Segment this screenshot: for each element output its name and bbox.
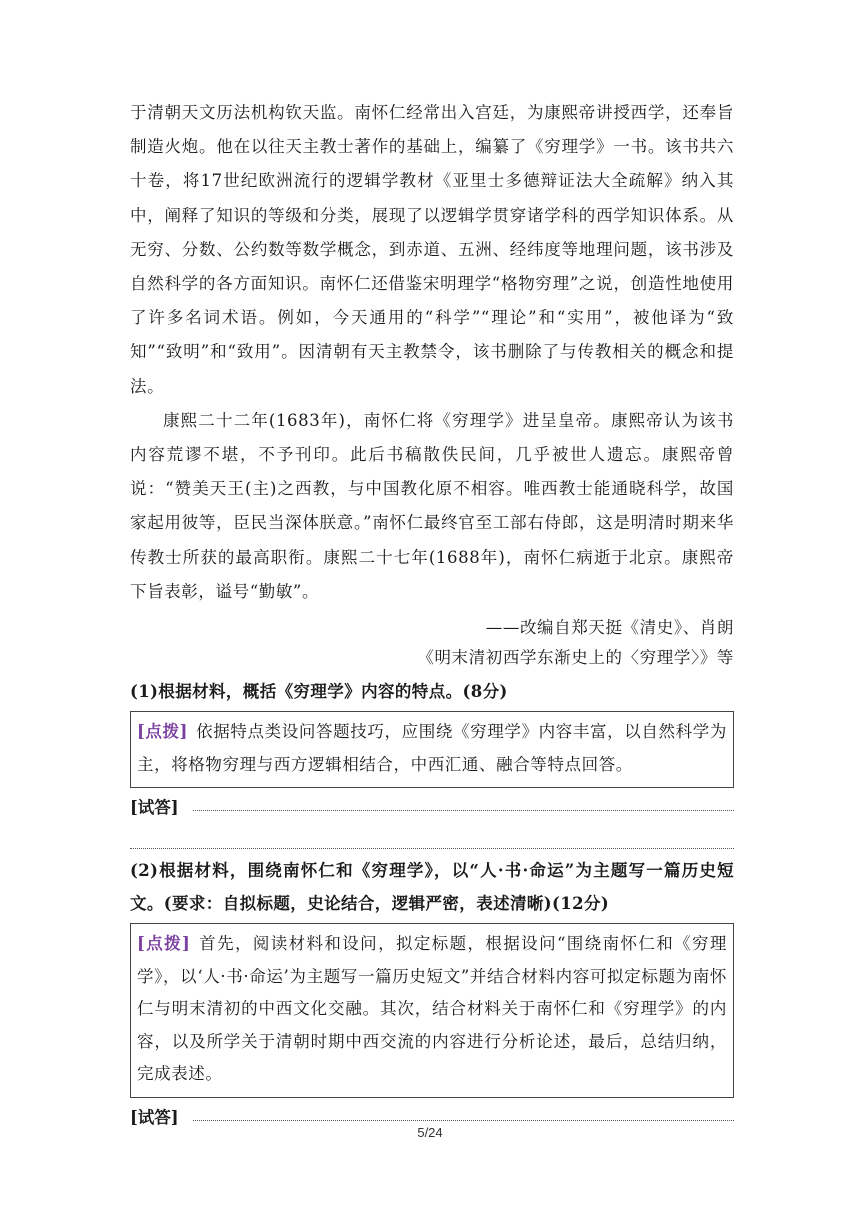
hint-tag: [点拨]: [137, 722, 189, 742]
answer-label: [试答]: [130, 1107, 179, 1127]
material-paragraph-2: 康熙二十二年(1683年)，南怀仁将《穷理学》进呈皇帝。康熙帝认为该书内容荒谬不堪，不予刊印。此后书稿散佚民间，几乎被世人遗忘。康熙帝曾说：“赞美天王(主)之西教，与中国教化原不相容。唯西教士能通晓科学，故国家起用彼等，臣民当深体朕意。”南怀仁最终官至工部右侍郎，这是明清时期来华传教士所获的最高职衔。康熙二十七年(1688年)，南怀仁病逝于北京。康熙帝下旨表彰，谥号“勤敏”。: [130, 410, 734, 601]
answer-extra-line-container: [130, 818, 734, 854]
document-page: [130, 96, 734, 1128]
hint-text: 依据特点类设问答题技巧，应围绕《穷理学》内容丰富，以自然科学为主，将格物穷理与西方逻辑相结合，中西汇通、融合等特点回答。: [137, 722, 727, 774]
answer-line[interactable]: [130, 848, 734, 849]
hint-text: 首先，阅读材料和设问，拟定标题，根据设问“围绕南怀仁和《穷理学》，以‘人·书·命运’为主题写一篇历史短文”并结合材料内容可拟定标题为南怀仁与明末清初的中西文化交融。其次，结合材料关于南怀仁和《穷理学》的内容，以及所学关于清朝时期中西交流的内容进行分析论述，最后，总结归纳，完成表述。: [137, 934, 728, 1084]
answer-row-2: [130, 1098, 734, 1128]
question-1: (1)根据材料，概括《穷理学》内容的特点。(8分): [130, 682, 508, 702]
answer-line[interactable]: [193, 1120, 734, 1121]
material-paragraph-1: 于清朝天文历法机构钦天监。南怀仁经常出入宫廷，为康熙帝讲授西学，还奉旨制造火炮。他在以往天主教士著作的基础上，编纂了《穷理学》一书。该书共六十卷，将17世纪欧洲流行的逻辑学教材《亚里士多德辩证法大全疏解》纳入其中，阐释了知识的等级和分类，展现了以逻辑学贯穿诸学科的西学知识体系。从无穷、分数、公约数等数学概念，到赤道、五洲、经纬度等地理问题，该书涉及自然科学的各方面知识。南怀仁还借鉴宋明理学“格物穷理”之说，创造性地使用了许多名词术语。例如，今天通用的“科学”“理论”和“实用”，被他译为“致知”“致明”和“致用”。因清朝有天主教禁令，该书删除了与传教相关的概念和提法。: [130, 103, 734, 396]
answer-line[interactable]: [193, 810, 734, 811]
material-source: [130, 613, 734, 673]
hint-box-2: [130, 923, 734, 1098]
page-number: 5/24: [417, 1125, 443, 1140]
answer-row-1: [130, 788, 734, 818]
source-line-1: ——改编自郑天挺《清史》、肖朗: [485, 618, 734, 638]
hint-tag: [点拨]: [137, 934, 191, 954]
answer-label: [试答]: [130, 798, 179, 818]
source-line-2: 《明末清初西学东渐史上的〈穷理学〉》等: [417, 648, 734, 668]
hint-box-1: [130, 711, 734, 788]
question-2: (2)根据材料，围绕南怀仁和《穷理学》，以“人·书·命运”为主题写一篇历史短文。(要求：自拟标题，史论结合，逻辑严密，表述清晰)(12分): [130, 861, 734, 914]
